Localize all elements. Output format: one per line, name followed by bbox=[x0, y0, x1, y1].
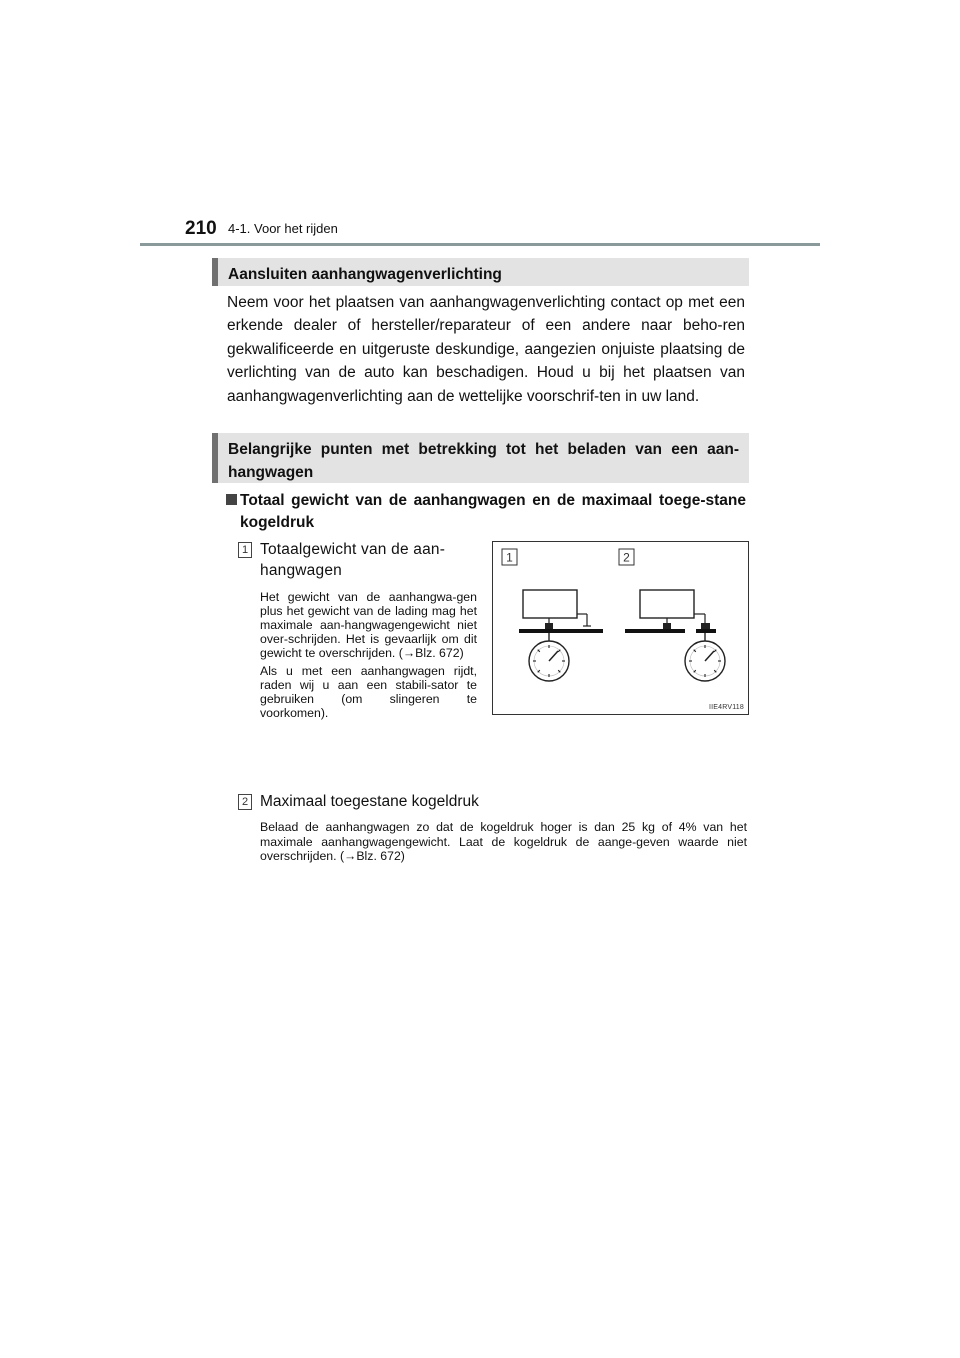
callout-1 bbox=[502, 549, 517, 565]
item-1-label: Totaalgewicht van de aan-hangwagen bbox=[260, 541, 446, 579]
callout-1-label: 1 bbox=[506, 550, 513, 565]
item-1-description bbox=[260, 590, 477, 724]
item-2-label: Maximaal toegestane kogeldruk bbox=[260, 793, 479, 810]
right-trailer-scene bbox=[625, 590, 725, 681]
callout-2-label: 2 bbox=[623, 550, 630, 565]
callout-2 bbox=[619, 549, 634, 565]
left-trailer-scene bbox=[519, 590, 603, 681]
item-number-2: 2 bbox=[238, 794, 252, 810]
item-number-1: 1 bbox=[238, 542, 252, 558]
subheading-text: Totaal gewicht van de aanhangwagen en de maximaal toege-stane kogeldruk bbox=[240, 492, 746, 531]
section-title-trailer-lighting: Aansluiten aanhangwagenverlichting bbox=[212, 258, 749, 286]
header-rule bbox=[140, 243, 820, 246]
trailer-diagram bbox=[493, 542, 748, 714]
trailer-weight-figure bbox=[492, 541, 749, 715]
page-number: 210 bbox=[185, 218, 217, 239]
figure-code: IIE4RV118 bbox=[708, 704, 744, 711]
section-title-trailer-loading: Belangrijke punten met betrekking tot het beladen van een aan-hangwagen bbox=[212, 433, 749, 483]
square-bullet-icon bbox=[226, 494, 237, 505]
trailer-lighting-paragraph: Neem voor het plaatsen van aanhangwagenverlichting contact op met een erkende dealer of hersteller/reparateur of een andere naar beho-ren gekwalificeerde en uitgeruste deskundige, aangezien onjuiste plaatsing de verlichting van de auto kan beschadigen. Houd u bij het plaatsen van aanhangwagenverlichting aan de wettelijke voorschrif-ten in uw land. bbox=[227, 294, 745, 405]
chapter-title: 4-1. Voor het rijden bbox=[228, 221, 338, 236]
item-1-desc-para-2: Als u met een aanhangwagen rijdt, raden wij u aan een stabili-sator te gebruiken (om slingeren te voorkomen). bbox=[260, 664, 477, 720]
subheading bbox=[226, 490, 746, 534]
item-2-description: Belaad de aanhangwagen zo dat de kogeldruk hoger is dan 25 kg of 4% van het maximale aanhangwagengewicht. Laat de kogeldruk de aange-geven waarde niet overschrijden. (→Blz. 672) bbox=[260, 820, 747, 863]
item-1-desc-para-1: Het gewicht van de aanhangwa-gen plus het gewicht van de lading mag het maximale aan-hangwagengewicht niet over-schrijden. Het is gevaarlijk om dit gewicht te overschrijden. (→Blz. 672) bbox=[260, 590, 477, 660]
